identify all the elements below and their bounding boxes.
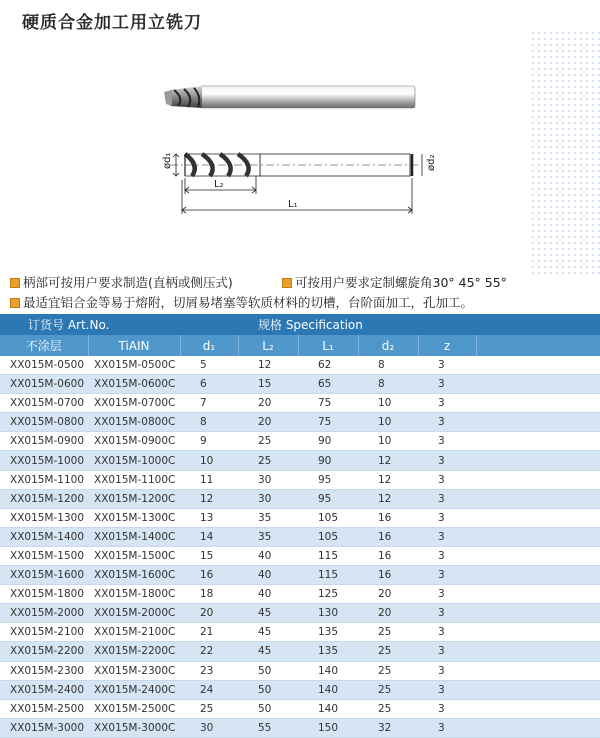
table-cell: 25	[180, 699, 238, 718]
table-cell: 3	[418, 661, 476, 680]
table-row	[0, 527, 600, 546]
table-cell: 12	[180, 489, 238, 508]
table-cell: XX015M-1600	[0, 566, 88, 585]
table-cell: 25	[358, 699, 418, 718]
table-cell: 30	[238, 470, 298, 489]
table-cell: 45	[238, 604, 298, 623]
table-cell: 90	[298, 432, 358, 451]
table-cell: 11	[180, 470, 238, 489]
table-cell: 3	[418, 508, 476, 527]
table-row	[0, 642, 600, 661]
table-cell: XX015M-0600C	[88, 375, 180, 394]
table-row	[0, 451, 600, 470]
table-cell: 3	[418, 432, 476, 451]
col-header-l2: L₂	[238, 335, 298, 356]
bullet-icon	[10, 298, 20, 308]
table-cell: 135	[298, 623, 358, 642]
table-cell: 8	[358, 375, 418, 394]
table-cell: 25	[358, 680, 418, 699]
table-cell-blank	[476, 375, 600, 394]
table-cell: 20	[358, 585, 418, 604]
table-cell: 3	[418, 489, 476, 508]
tool-photo	[164, 86, 415, 108]
table-cell-blank	[476, 432, 600, 451]
dim-d2-label: ød₂	[426, 154, 437, 171]
table-cell: 3	[418, 604, 476, 623]
table-cell: 50	[238, 661, 298, 680]
table-cell: 15	[238, 375, 298, 394]
table-cell: 130	[298, 604, 358, 623]
table-cell: 20	[358, 604, 418, 623]
col-header-d2: d₂	[358, 335, 418, 356]
table-cell: XX015M-1300	[0, 508, 88, 527]
table-cell: 3	[418, 375, 476, 394]
col-header-z: z	[418, 335, 476, 356]
table-cell: XX015M-1600C	[88, 566, 180, 585]
table-cell-blank	[476, 394, 600, 413]
table-cell: XX015M-1800C	[88, 585, 180, 604]
table-row	[0, 566, 600, 585]
table-cell: XX015M-3000	[0, 718, 88, 737]
bullet-icon	[282, 278, 292, 288]
dim-d1-label: ød₁	[162, 152, 173, 169]
table-cell: XX015M-1100C	[88, 470, 180, 489]
table-cell: XX015M-2400	[0, 680, 88, 699]
table-row	[0, 661, 600, 680]
table-cell: 16	[358, 566, 418, 585]
table-row	[0, 699, 600, 718]
table-cell: 40	[238, 585, 298, 604]
table-cell: XX015M-2000C	[88, 604, 180, 623]
table-cell: 50	[238, 699, 298, 718]
table-cell: XX015M-1100	[0, 470, 88, 489]
table-cell: 10	[358, 394, 418, 413]
dim-l1-label: L₁	[288, 199, 298, 210]
table-cell-blank	[476, 661, 600, 680]
table-cell-blank	[476, 356, 600, 375]
table-cell: 55	[238, 718, 298, 737]
table-cell-blank	[476, 642, 600, 661]
table-cell: XX015M-0700	[0, 394, 88, 413]
table-cell: XX015M-1500	[0, 546, 88, 565]
table-row	[0, 394, 600, 413]
header-order-number: 订货号 Art.No.	[0, 314, 180, 335]
table-cell: 16	[358, 527, 418, 546]
table-cell: 7	[180, 394, 238, 413]
table-cell: 3	[418, 546, 476, 565]
table-row	[0, 604, 600, 623]
table-cell-blank	[476, 699, 600, 718]
table-cell: 135	[298, 642, 358, 661]
table-cell: XX015M-1400C	[88, 527, 180, 546]
table-cell: 150	[298, 718, 358, 737]
table-cell: 3	[418, 356, 476, 375]
table-row	[0, 546, 600, 565]
table-cell: XX015M-1500C	[88, 546, 180, 565]
table-cell: XX015M-1000C	[88, 451, 180, 470]
table-cell: 115	[298, 546, 358, 565]
table-cell: 45	[238, 642, 298, 661]
table-cell: XX015M-1200C	[88, 489, 180, 508]
table-cell: XX015M-2300	[0, 661, 88, 680]
table-cell: 8	[358, 356, 418, 375]
table-cell: 12	[358, 489, 418, 508]
table-cell: 3	[418, 718, 476, 737]
table-row	[0, 680, 600, 699]
table-cell: 25	[238, 432, 298, 451]
table-cell: 32	[358, 718, 418, 737]
table-cell: 95	[298, 470, 358, 489]
table-cell: 3	[418, 642, 476, 661]
table-cell: 125	[298, 585, 358, 604]
table-cell-blank	[476, 604, 600, 623]
table-cell: XX015M-2400C	[88, 680, 180, 699]
table-cell: 23	[180, 661, 238, 680]
page-title: 硬质合金加工用立铣刀	[22, 13, 202, 33]
end-mill-drawing	[140, 70, 440, 220]
table-cell-blank	[476, 489, 600, 508]
table-cell: XX015M-2100C	[88, 623, 180, 642]
table-row	[0, 623, 600, 642]
table-cell: 18	[180, 585, 238, 604]
table-cell: XX015M-0800	[0, 413, 88, 432]
table-cell-blank	[476, 470, 600, 489]
table-cell: 6	[180, 375, 238, 394]
table-cell: 115	[298, 566, 358, 585]
table-cell: 62	[298, 356, 358, 375]
table-cell-blank	[476, 413, 600, 432]
table-cell: 16	[180, 566, 238, 585]
table-cell: XX015M-2100	[0, 623, 88, 642]
table-row	[0, 718, 600, 737]
table-cell-blank	[476, 527, 600, 546]
feature-2: 可按用户要求定制螺旋角30° 45° 55°	[282, 273, 507, 291]
specification-table	[0, 314, 600, 738]
feature-3: 最适宜铝合金等易于熔附，切屑易堵塞等软质材料的切槽，台阶面加工，孔加工。	[10, 293, 473, 311]
table-cell: 25	[358, 661, 418, 680]
table-cell: XX015M-1300C	[88, 508, 180, 527]
table-cell: 25	[358, 623, 418, 642]
table-cell: 140	[298, 699, 358, 718]
table-cell: 25	[358, 642, 418, 661]
table-cell: 15	[180, 546, 238, 565]
table-cell: 3	[418, 623, 476, 642]
table-cell: XX015M-2500	[0, 699, 88, 718]
table-cell: XX015M-0500	[0, 356, 88, 375]
table-cell: 3	[418, 699, 476, 718]
table-cell: 3	[418, 566, 476, 585]
table-cell: XX015M-0500C	[88, 356, 180, 375]
table-cell-blank	[476, 451, 600, 470]
table-row	[0, 375, 600, 394]
table-cell: 35	[238, 527, 298, 546]
header-specification: 规格 Specification	[180, 314, 600, 335]
bullet-icon	[10, 278, 20, 288]
table-cell-blank	[476, 546, 600, 565]
table-cell-blank	[476, 623, 600, 642]
table-cell: XX015M-3000C	[88, 718, 180, 737]
table-cell: 8	[180, 413, 238, 432]
dot-grid-decoration	[530, 30, 600, 275]
table-cell: XX015M-2200	[0, 642, 88, 661]
table-cell: 40	[238, 546, 298, 565]
table-cell-blank	[476, 680, 600, 699]
table-cell: 140	[298, 680, 358, 699]
table-cell: XX015M-0900	[0, 432, 88, 451]
table-cell: 35	[238, 508, 298, 527]
table-cell: 14	[180, 527, 238, 546]
dim-l2-label: L₂	[214, 179, 224, 190]
table-cell: 3	[418, 585, 476, 604]
table-cell: 10	[358, 432, 418, 451]
table-cell: 105	[298, 508, 358, 527]
table-cell: 9	[180, 432, 238, 451]
table-cell-blank	[476, 718, 600, 737]
table-cell: 24	[180, 680, 238, 699]
table-cell: 105	[298, 527, 358, 546]
table-cell: XX015M-2000	[0, 604, 88, 623]
table-cell: 12	[358, 451, 418, 470]
table-cell: 40	[238, 566, 298, 585]
col-header-uncoated: 不涂层	[0, 335, 88, 356]
table-cell: 3	[418, 394, 476, 413]
table-cell: 25	[238, 451, 298, 470]
table-cell: 20	[238, 413, 298, 432]
table-cell: 16	[358, 508, 418, 527]
table-cell: 5	[180, 356, 238, 375]
table-cell: XX015M-1000	[0, 451, 88, 470]
table-cell: 10	[358, 413, 418, 432]
table-row	[0, 489, 600, 508]
col-header-tialn: TiAIN	[88, 335, 180, 356]
table-row	[0, 356, 600, 375]
table-cell: XX015M-2300C	[88, 661, 180, 680]
table-row	[0, 508, 600, 527]
table-row	[0, 470, 600, 489]
table-cell: 65	[298, 375, 358, 394]
table-row	[0, 432, 600, 451]
table-cell: XX015M-1400	[0, 527, 88, 546]
table-cell: 16	[358, 546, 418, 565]
col-header-blank	[476, 335, 600, 356]
table-cell: 20	[180, 604, 238, 623]
table-cell: 30	[238, 489, 298, 508]
col-header-d1: d₁	[180, 335, 238, 356]
table-row	[0, 413, 600, 432]
table-cell: 3	[418, 451, 476, 470]
table-cell: 21	[180, 623, 238, 642]
table-cell-blank	[476, 585, 600, 604]
table-cell: XX015M-0800C	[88, 413, 180, 432]
table-cell: 22	[180, 642, 238, 661]
table-cell: 95	[298, 489, 358, 508]
table-cell: 12	[238, 356, 298, 375]
table-cell-blank	[476, 508, 600, 527]
table-cell: 3	[418, 527, 476, 546]
table-cell: 3	[418, 680, 476, 699]
table-cell: 75	[298, 413, 358, 432]
table-cell: XX015M-2200C	[88, 642, 180, 661]
table-cell: 20	[238, 394, 298, 413]
table-cell: 45	[238, 623, 298, 642]
table-cell: 3	[418, 413, 476, 432]
table-cell: XX015M-2500C	[88, 699, 180, 718]
table-cell: 13	[180, 508, 238, 527]
table-cell: XX015M-0600	[0, 375, 88, 394]
table-cell: 10	[180, 451, 238, 470]
table-cell: XX015M-0700C	[88, 394, 180, 413]
table-cell: 3	[418, 470, 476, 489]
table-row	[0, 585, 600, 604]
table-cell: 140	[298, 661, 358, 680]
table-cell: XX015M-1800	[0, 585, 88, 604]
table-cell: 50	[238, 680, 298, 699]
table-cell: 90	[298, 451, 358, 470]
feature-1: 柄部可按用户要求制造(直柄或侧压式)	[10, 273, 233, 291]
table-cell: 30	[180, 718, 238, 737]
col-header-l1: L₁	[298, 335, 358, 356]
table-cell: XX015M-1200	[0, 489, 88, 508]
table-cell: XX015M-0900C	[88, 432, 180, 451]
table-cell: 12	[358, 470, 418, 489]
table-cell: 75	[298, 394, 358, 413]
table-cell-blank	[476, 566, 600, 585]
